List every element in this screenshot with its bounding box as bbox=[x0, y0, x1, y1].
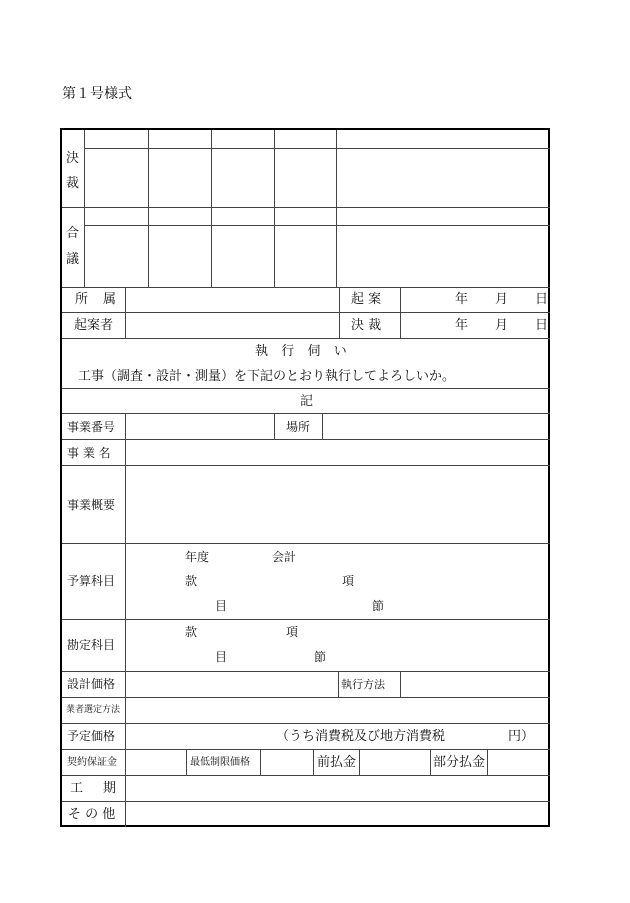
basho-label: 場所 bbox=[286, 420, 311, 434]
gougi-label-1: 合 bbox=[66, 226, 80, 241]
tax-note-open: （うち消費税及び地方消費税 bbox=[276, 729, 446, 744]
jigyo-mei-label: 事 業 名 bbox=[67, 446, 111, 460]
koki-label-2: 期 bbox=[103, 781, 117, 796]
kanjo-kamoku-label: 勘定科目 bbox=[67, 638, 116, 652]
kessai-label-2: 裁 bbox=[66, 176, 80, 191]
yosan-setsu-label: 節 bbox=[372, 599, 385, 613]
kian-year: 年 bbox=[455, 292, 469, 307]
shozoku-label-2: 属 bbox=[103, 292, 117, 307]
jigyo-gaiyo-label: 事業概要 bbox=[67, 498, 116, 512]
jigyo-bango-label: 事業番号 bbox=[67, 420, 116, 434]
kessai-day: 日 bbox=[535, 318, 549, 333]
yosan-kamoku-label: 予算科目 bbox=[67, 574, 116, 588]
form-title: 執 行 伺 い bbox=[255, 344, 352, 359]
sonota-label: そ の 他 bbox=[68, 807, 116, 822]
form-number: 第１号様式 bbox=[62, 86, 132, 102]
kessai-month: 月 bbox=[495, 318, 509, 333]
kessai-year: 年 bbox=[455, 318, 469, 333]
yosan-kou-label: 項 bbox=[342, 574, 355, 588]
lead-text: 工事（調査・設計・測量）を下記のとおり執行してよろしいか。 bbox=[78, 369, 456, 384]
shikko-hoho-label: 執行方法 bbox=[341, 678, 385, 691]
keiyaku-hoshokin-label: 契約保証金 bbox=[67, 757, 117, 768]
nendo-label: 年度 bbox=[185, 550, 210, 564]
gougi-label-2: 議 bbox=[66, 252, 80, 267]
saitei-seigen-label: 最低制限価格 bbox=[190, 757, 250, 768]
kian-day: 日 bbox=[535, 292, 549, 307]
gyosha-sentei-label: 業者選定方法 bbox=[66, 705, 121, 715]
maebarai-label: 前払金 bbox=[317, 755, 357, 770]
kanjo-kan-label: 款 bbox=[185, 625, 198, 639]
bubun-barai-label: 部分払金 bbox=[433, 755, 486, 770]
shozoku-label-1: 所 bbox=[75, 292, 89, 307]
koki-label-1: 工 bbox=[70, 781, 84, 796]
kian-label: 起 案 bbox=[351, 292, 382, 307]
kaikei-label: 会計 bbox=[272, 550, 297, 564]
yosan-moku-label: 目 bbox=[215, 599, 228, 613]
kanjo-setsu-label: 節 bbox=[314, 650, 327, 664]
kanjo-moku-label: 目 bbox=[215, 650, 228, 664]
ki-label: 記 bbox=[300, 394, 314, 409]
kanjo-kou-label: 項 bbox=[286, 625, 299, 639]
yosan-kan-label: 款 bbox=[185, 574, 198, 588]
tax-note-close: 円） bbox=[508, 729, 535, 744]
sekkei-kakaku-label: 設計価格 bbox=[67, 677, 116, 691]
yotei-kakaku-label: 予定価格 bbox=[67, 729, 116, 743]
kian-month: 月 bbox=[495, 292, 509, 307]
kessai-date-label: 決 裁 bbox=[351, 318, 382, 333]
form-table bbox=[60, 128, 550, 827]
kessai-label-1: 決 bbox=[66, 151, 80, 166]
kiansha-label: 起案者 bbox=[74, 318, 114, 333]
